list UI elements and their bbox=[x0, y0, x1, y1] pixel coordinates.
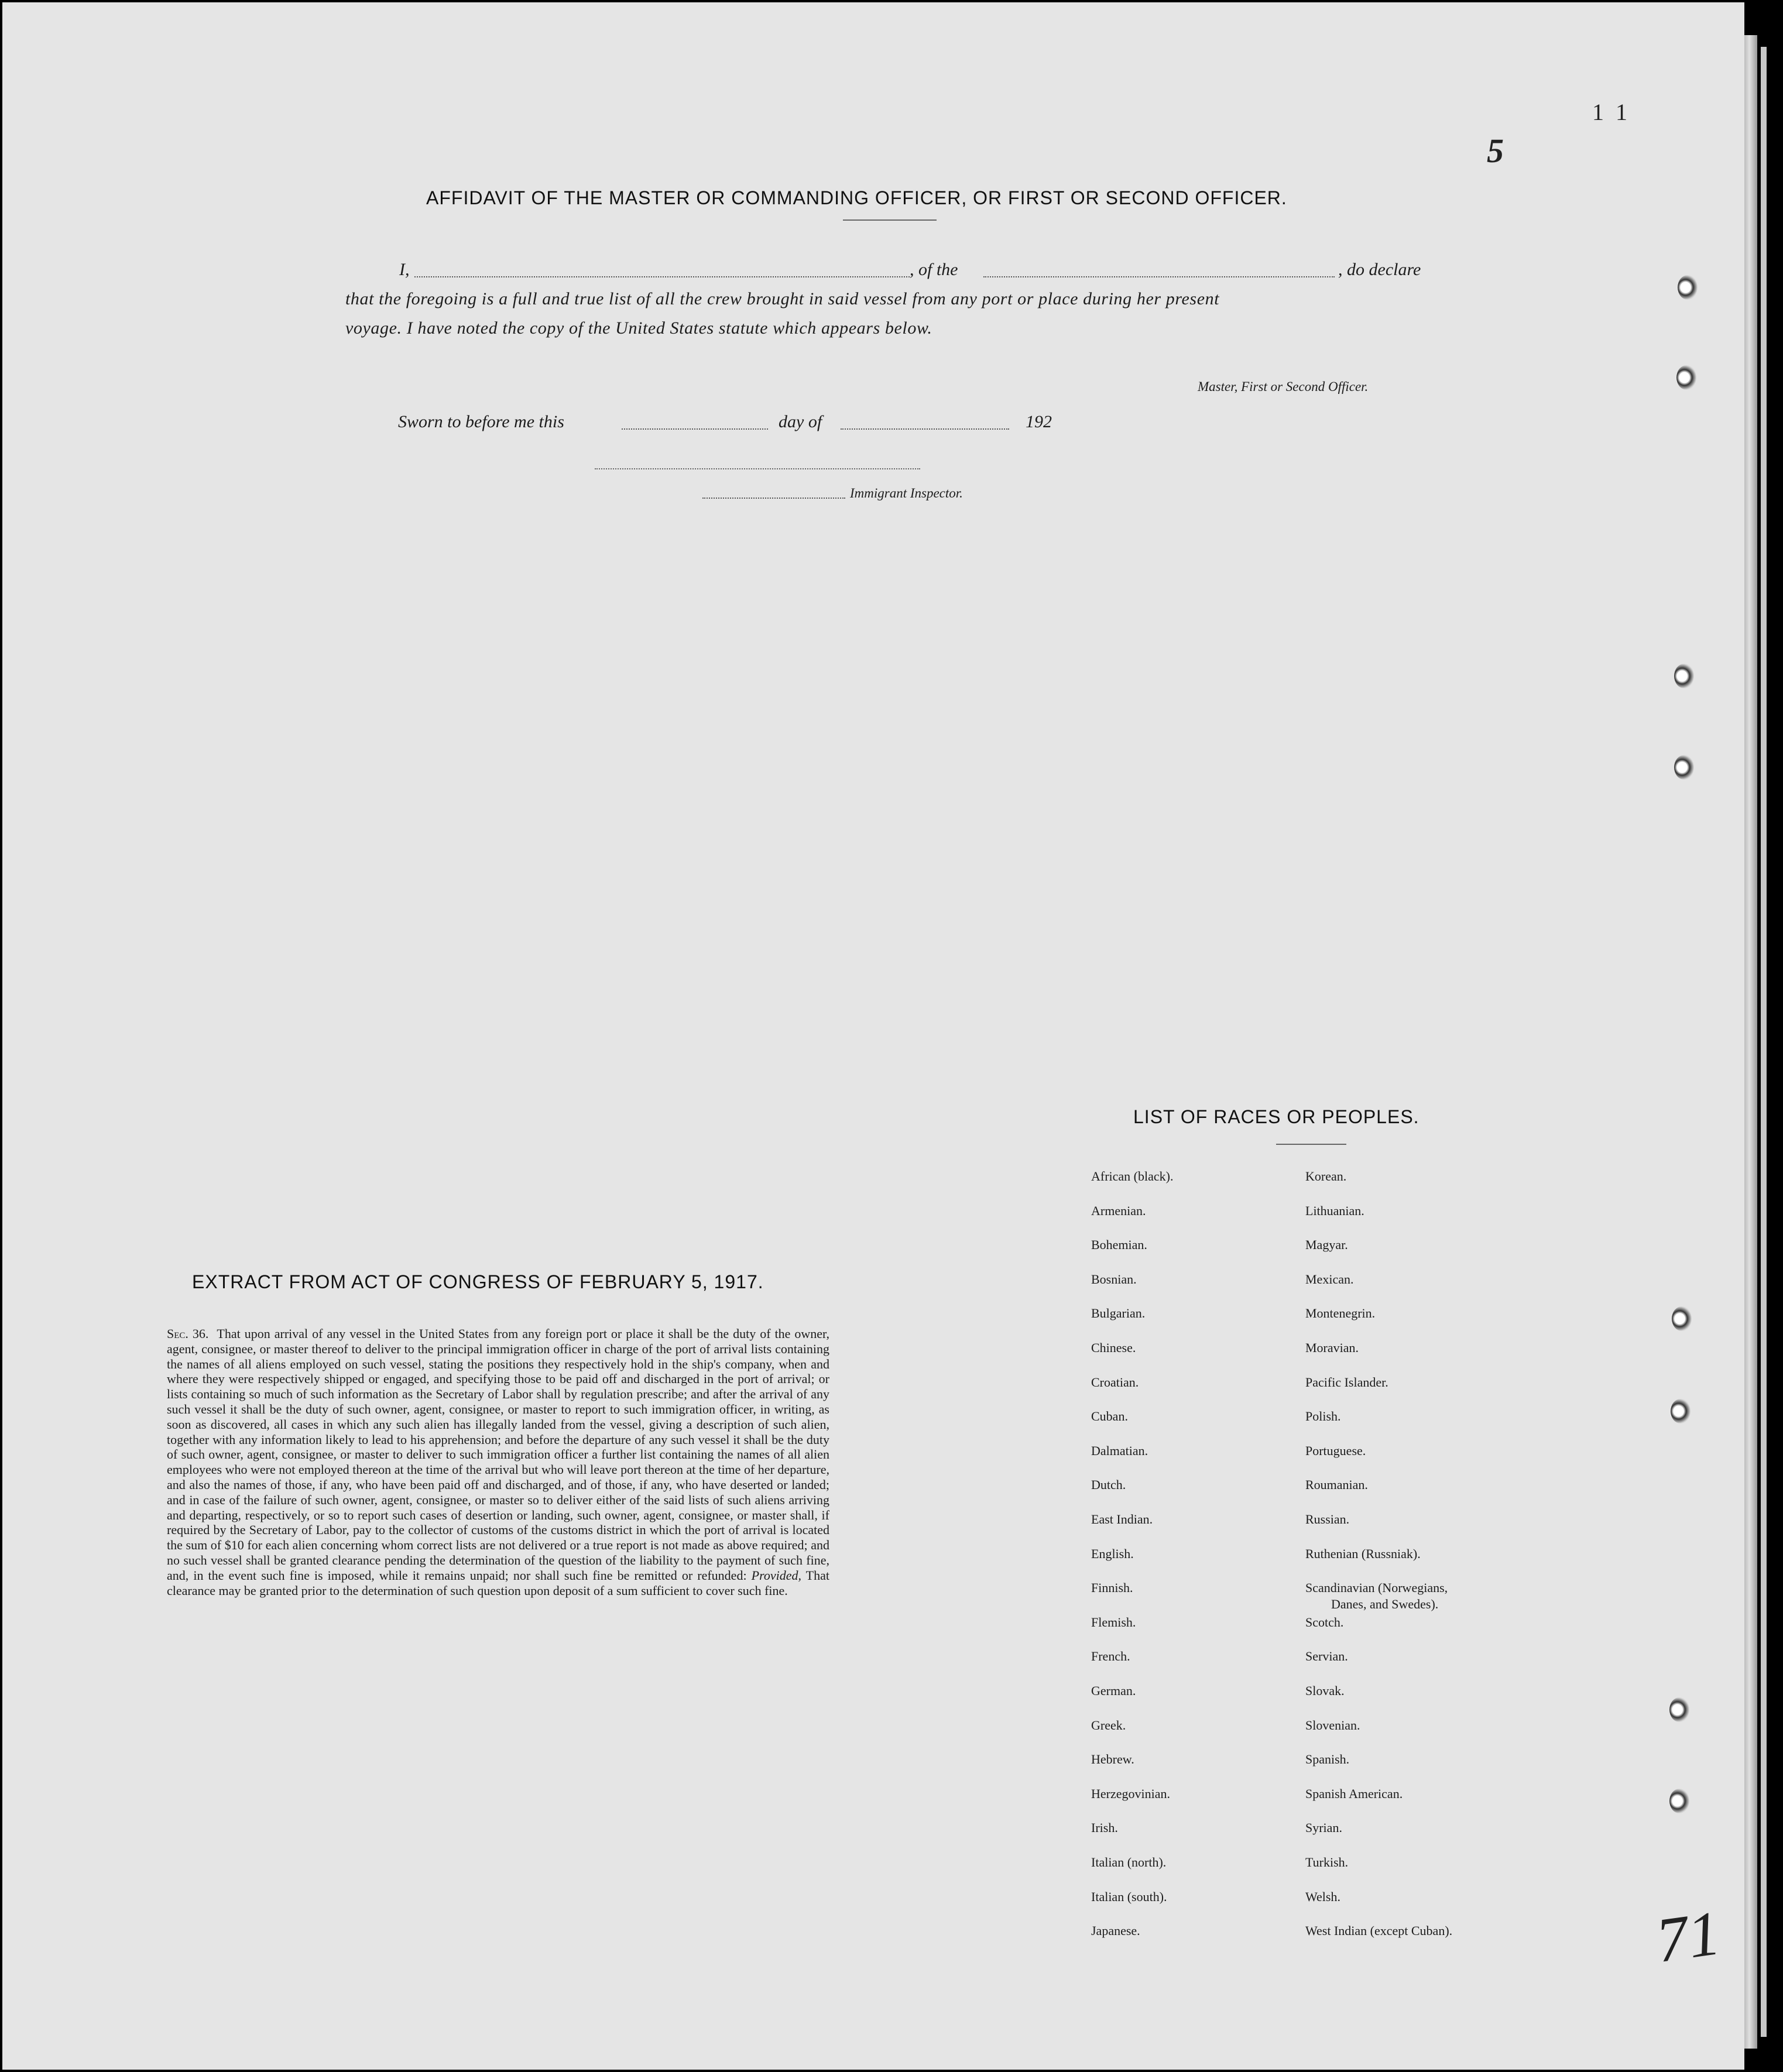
race-item: Mexican. bbox=[1305, 1271, 1354, 1287]
page-edge-shadow bbox=[1761, 47, 1767, 2037]
document-page bbox=[2, 2, 1744, 2070]
race-item: Croatian. bbox=[1091, 1374, 1139, 1390]
binder-hole bbox=[1669, 1697, 1689, 1722]
binder-hole bbox=[1676, 365, 1696, 390]
race-item: Servian. bbox=[1305, 1649, 1348, 1664]
extract-title: EXTRACT FROM ACT OF CONGRESS OF FEBRUARY 5, 1917. bbox=[192, 1271, 764, 1292]
handwritten-corner-marks: 1 1 bbox=[1592, 99, 1627, 125]
inspector-caption-leader bbox=[702, 498, 845, 499]
binder-hole bbox=[1672, 1306, 1692, 1331]
inspector-caption: Immigrant Inspector. bbox=[850, 486, 963, 500]
officer-name-blank[interactable] bbox=[414, 276, 910, 277]
race-item: German. bbox=[1091, 1683, 1136, 1698]
race-item: Bulgarian. bbox=[1091, 1306, 1146, 1321]
race-item: Montenegrin. bbox=[1305, 1306, 1376, 1321]
race-item: Greek. bbox=[1091, 1717, 1126, 1733]
races-title: LIST OF RACES OR PEOPLES. bbox=[1133, 1106, 1419, 1127]
extract-text-part1: That upon arrival of any vessel in the United States from any foreign port or place it shall be the duty of the owner, agent, consignee, or master thereof to deliver to the principal immigration officer in charge of the port of arrival lists containing the names of all aliens employed on such vessel, stating the positions they respectively hold in the ship's company, when and where they were respectively shipped or engaged, and specifying those to be paid off and discharged in the port of arrival; or lists containing so much of such information as the Secretary of Labor shall by regulation prescribe; and after the arrival of any such vessel it shall be the duty of such owner, agent, consignee, or master to report to such immigration officer, in writing, as soon as discovered, all cases in which any such alien has illegally landed from the vessel, giving a description of such alien, together with any information likely to lead to his apprehension; and before the departure of any such vessel it shall be the duty of such owner, agent, consignee, or master to deliver to such immigration officer a further list containing the names of all alien employees who were not employed thereon at the time of the arrival but who will leave port thereon at the time of her departure, and also the names of those, if any, who have been paid off and discharged, and of those, if any, who have deserted or landed; and in case of the failure of such owner, agent, consignee, or master so to deliver either of the said lists of such aliens arriving and departing, respectively, or so to report such cases of desertion or landing, such owner, agent, consignee, or master shall, if required by the Secretary of Labor, pay to the collector of customs of the customs district in which the port of arrival is located the sum of $10 for each alien concerning whom correct lists are not delivered or a true report is not made as above required; and no such vessel shall be granted clearance pending the determination of the question of the liability to the payment of such fine, and, in the event such fine is imposed, while it remains unpaid; nor shall such fine be remitted or refunded: bbox=[167, 1326, 830, 1583]
race-item: Lithuanian. bbox=[1305, 1203, 1364, 1218]
race-item: Magyar. bbox=[1305, 1237, 1348, 1253]
race-item: Slovenian. bbox=[1305, 1717, 1360, 1733]
race-item: Chinese. bbox=[1091, 1340, 1136, 1355]
extract-text-part2: That clearance may be granted prior to the determination of such question upon deposit of a sum sufficient to cover such fine. bbox=[167, 1567, 829, 1598]
race-item: Moravian. bbox=[1305, 1340, 1359, 1355]
race-item: Italian (north). bbox=[1091, 1855, 1167, 1869]
race-item: Dutch. bbox=[1091, 1477, 1126, 1493]
race-item: Slovak. bbox=[1305, 1683, 1345, 1698]
affidavit-i: I, bbox=[399, 260, 410, 279]
sworn-day-blank[interactable] bbox=[622, 428, 768, 430]
handwritten-page-number: 5 bbox=[1487, 132, 1504, 170]
race-item: French. bbox=[1091, 1649, 1130, 1664]
inspector-signature-line[interactable] bbox=[595, 468, 920, 469]
page-edge bbox=[1744, 35, 1757, 2049]
race-item: Japanese. bbox=[1091, 1923, 1140, 1939]
affidavit-line-2: that the foregoing is a full and true list of all the crew brought in said vessel from any port or place during her present bbox=[345, 289, 1220, 308]
race-item: Finnish. bbox=[1091, 1580, 1133, 1596]
handwritten-bottom-number: 71 bbox=[1652, 1898, 1724, 1976]
race-item: Spanish American. bbox=[1305, 1786, 1403, 1801]
race-item: Roumanian. bbox=[1305, 1477, 1368, 1493]
binder-hole bbox=[1674, 664, 1694, 688]
binder-hole bbox=[1678, 275, 1698, 300]
affidavit-title: AFFIDAVIT OF THE MASTER OR COMMANDING OFFICER, OR FIRST OR SECOND OFFICER. bbox=[426, 187, 1287, 208]
race-item: Korean. bbox=[1305, 1169, 1347, 1183]
binder-hole bbox=[1671, 1399, 1691, 1423]
race-item: Turkish. bbox=[1305, 1855, 1349, 1869]
race-item: English. bbox=[1091, 1546, 1134, 1561]
affidavit-title-underline bbox=[843, 219, 937, 221]
affidavit-line-3: voyage. I have noted the copy of the United States statute which appears below. bbox=[345, 318, 932, 338]
race-item: Russian. bbox=[1305, 1512, 1350, 1526]
signature-caption: Master, First or Second Officer. bbox=[1198, 379, 1369, 394]
race-item: Spanish. bbox=[1305, 1752, 1350, 1767]
affidavit-of-the: , of the bbox=[910, 260, 958, 279]
race-item: Flemish. bbox=[1091, 1614, 1136, 1630]
section-label: Sec. 36. bbox=[167, 1326, 209, 1341]
race-item: East Indian. bbox=[1091, 1512, 1153, 1526]
extract-body bbox=[167, 1326, 829, 1598]
race-item: West Indian (except Cuban). bbox=[1305, 1923, 1453, 1939]
race-item: Herzegovinian. bbox=[1091, 1786, 1170, 1801]
race-item: Scotch. bbox=[1305, 1614, 1344, 1630]
race-item: Hebrew. bbox=[1091, 1752, 1134, 1767]
affidavit-declare: , do declare bbox=[1338, 260, 1421, 279]
race-item: Welsh. bbox=[1305, 1889, 1340, 1904]
sworn-month-blank[interactable] bbox=[841, 428, 1009, 430]
race-item: Dalmatian. bbox=[1091, 1443, 1148, 1458]
race-item: Cuban. bbox=[1091, 1409, 1128, 1424]
binder-hole bbox=[1669, 1789, 1689, 1813]
provided-label: Provided, bbox=[751, 1567, 801, 1583]
race-item: Italian (south). bbox=[1091, 1889, 1167, 1904]
binder-hole bbox=[1674, 755, 1694, 780]
race-item: Bosnian. bbox=[1091, 1271, 1137, 1287]
races-title-underline bbox=[1276, 1144, 1346, 1145]
race-item: Ruthenian (Russniak). bbox=[1305, 1546, 1421, 1561]
vessel-name-blank[interactable] bbox=[983, 276, 1335, 277]
race-item: Scandinavian (Norwegians, Danes, and Swedes). bbox=[1305, 1580, 1448, 1612]
sworn-year: 192 bbox=[1026, 412, 1052, 431]
race-item: Pacific Islander. bbox=[1305, 1374, 1388, 1390]
race-item: African (black). bbox=[1091, 1169, 1174, 1183]
race-item: Irish. bbox=[1091, 1820, 1118, 1836]
race-item: Portuguese. bbox=[1305, 1443, 1366, 1458]
race-item: Bohemian. bbox=[1091, 1237, 1147, 1253]
sworn-prefix: Sworn to before me this bbox=[398, 412, 564, 431]
sworn-day-of: day of bbox=[779, 412, 822, 431]
race-item: Polish. bbox=[1305, 1409, 1341, 1424]
race-item: Syrian. bbox=[1305, 1820, 1342, 1836]
race-item: Armenian. bbox=[1091, 1203, 1146, 1218]
